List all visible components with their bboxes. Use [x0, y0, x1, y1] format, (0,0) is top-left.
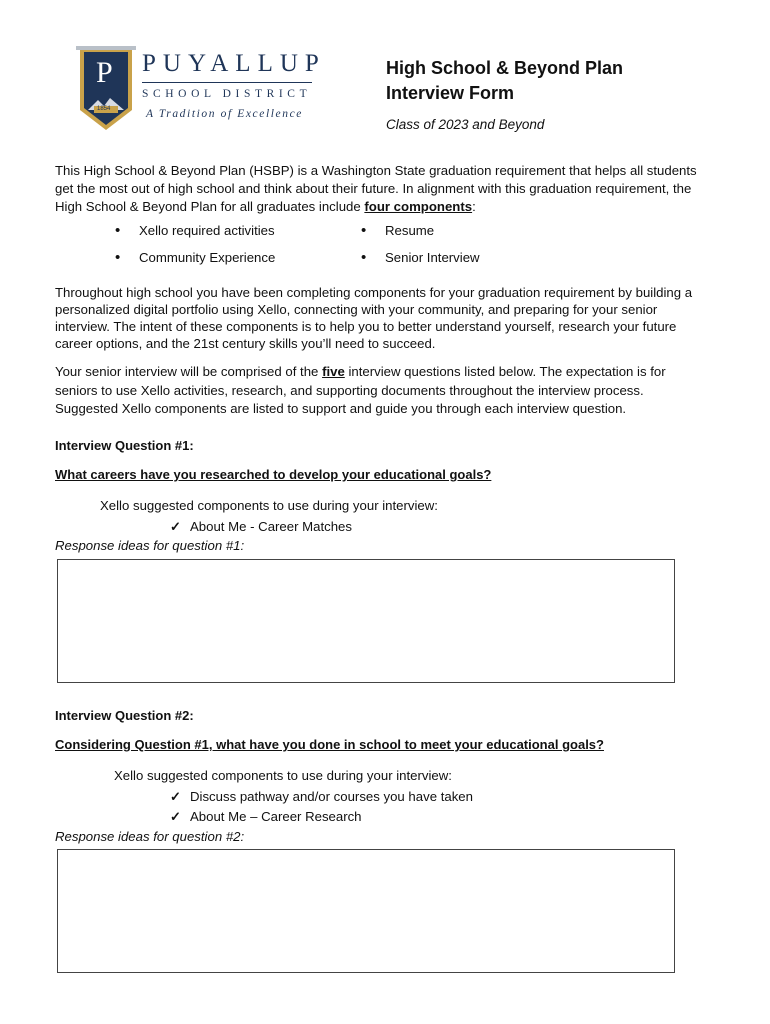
question-2-component: ✓ About Me – Career Research	[190, 809, 362, 824]
district-sub: SCHOOL DISTRICT	[142, 88, 312, 100]
question-1-suggested-label: Xello suggested components to use during your interview:	[100, 498, 438, 513]
intro-paragraph-3	[55, 363, 710, 419]
component-bullet: • Community Experience	[139, 250, 275, 265]
district-name: PUYALLUP	[142, 50, 326, 77]
question-2-text: Considering Question #1, what have you done in school to meet your educational goals?	[55, 737, 604, 752]
district-logo	[76, 44, 136, 132]
component-bullet: • Resume	[385, 223, 434, 238]
question-2-response-label: Response ideas for question #2:	[55, 829, 245, 844]
question-1-component: ✓ About Me - Career Matches	[190, 519, 352, 534]
form-title	[386, 56, 623, 106]
question-1-response-box[interactable]	[57, 559, 675, 683]
question-1-response-label: Response ideas for question #1:	[55, 538, 245, 553]
title-line-1: High School & Beyond Plan	[386, 58, 624, 78]
question-2-response-box[interactable]	[57, 849, 675, 973]
title-line-2: Interview Form	[386, 83, 515, 103]
p3-text: Your senior interview will be comprised of the	[55, 364, 323, 379]
form-subtitle: Class of 2023 and Beyond	[386, 117, 545, 132]
intro-paragraph-1	[55, 162, 715, 216]
component-bullet: • Senior Interview	[385, 250, 480, 265]
question-2-suggested-label: Xello suggested components to use during your interview:	[114, 768, 452, 783]
component-bullet: • Xello required activities	[139, 223, 275, 238]
five-emphasis: five	[322, 364, 345, 379]
logo-rule	[142, 82, 312, 83]
district-tagline: A Tradition of Excellence	[146, 108, 303, 120]
logo-letter: P	[96, 56, 113, 89]
intro-paragraph-2: Throughout high school you have been completing components for your graduation requirement by building a personalized digital portfolio using Xello, connecting with your community, and preparing for your senior interview. The intent of these components is to help you to better understand yourself, research your future career options, and the 21st century skills you’ll need to succeed.	[55, 285, 693, 351]
intro-text: This High School & Beyond Plan (HSBP) is a Washington State graduation requirement that helps all students get the most out of high school and think about their future. In alignment with this graduation requirement, the High School & Beyond Plan for all graduates include	[55, 163, 697, 214]
four-components-emphasis: four components	[364, 199, 473, 214]
p3-text-after: interview questions listed below. The expectation is for seniors to use Xello activities, research, and supporting documents throughout the interview process. Suggested Xello components are listed to support and guide you through each interview question.	[55, 364, 666, 416]
question-1-heading: Interview Question #1:	[55, 438, 194, 453]
question-1-text: What careers have you researched to develop your educational goals?	[55, 467, 492, 482]
intro-colon: :	[472, 199, 476, 214]
logo-year: 1854	[97, 106, 111, 112]
question-2-component: ✓ Discuss pathway and/or courses you have taken	[190, 789, 473, 804]
question-2-heading: Interview Question #2:	[55, 708, 194, 723]
